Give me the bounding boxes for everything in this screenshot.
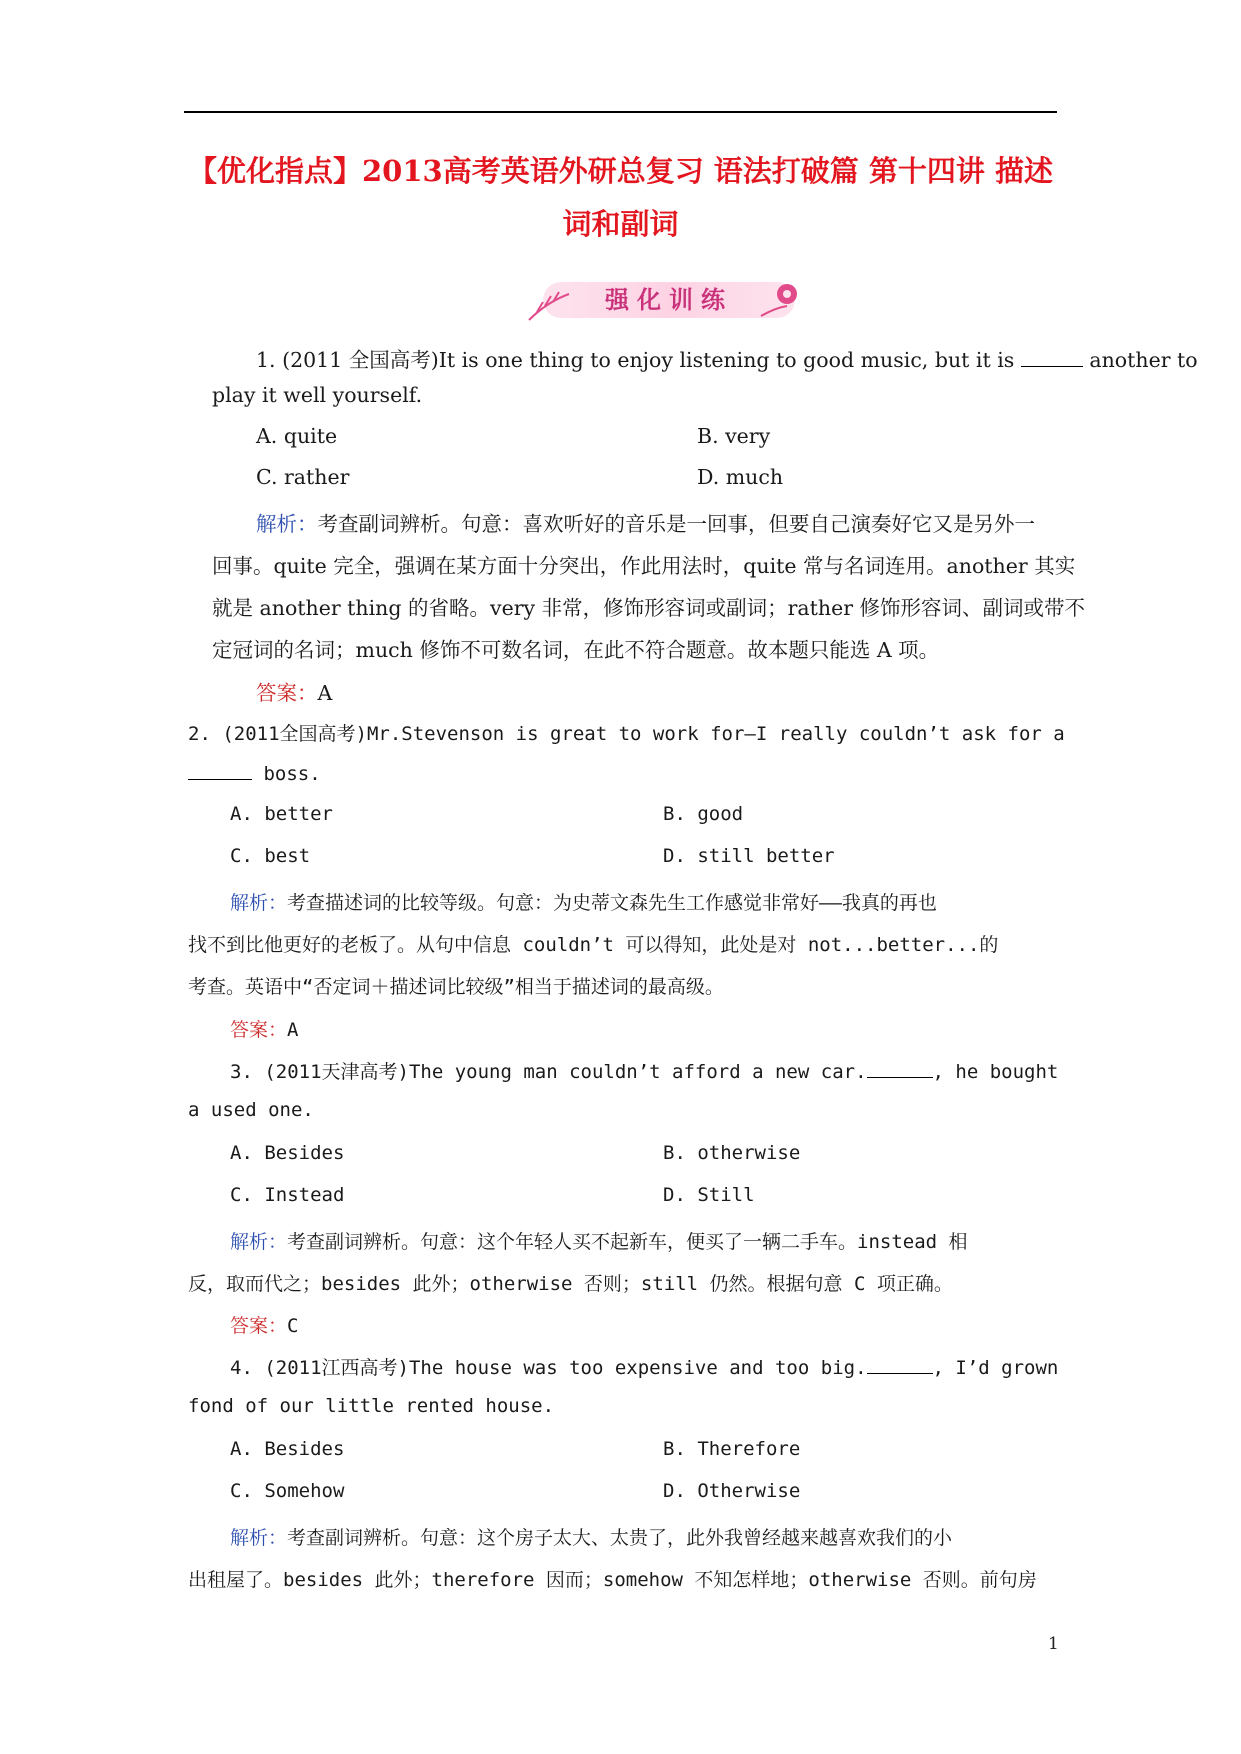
q2-analysis-label: 解析： [230,892,288,914]
q1-analysis-4: 定冠词的名词；much 修饰不可数名词，在此不符合题意。故本题只能选 A 项。 [212,638,940,662]
q3-stem-text: 3. (2011天津高考)The young man couldn’t afford a new car. [230,1061,867,1083]
q4-option-d: D. Otherwise [663,1480,801,1502]
q4-option-c: C. Somehow [230,1480,345,1502]
q1-analysis-3: 就是 another thing 的省略。very 非常，修饰形容词或副词；rather 修饰形容词、副词或带不 [212,596,1086,620]
q1-option-c: C. rather [256,465,350,489]
q3-option-a: A. Besides [230,1142,345,1164]
q3-analysis-text1: 考查副词辨析。句意：这个年轻人买不起新车，便买了一辆二手车。instead 相 [287,1231,968,1253]
q2-answer-value: A [287,1019,299,1041]
q2-answer [230,1015,298,1042]
q3-stem [230,1057,1058,1084]
q3-option-d: D. Still [663,1184,755,1206]
q2-option-b: B. good [663,803,744,825]
q2-analysis-3: 考查。英语中“否定词＋描述词比较级”相当于描述词的最高级。 [188,976,724,998]
q3-analysis-2: 反，取而代之；besides 此外；otherwise 否则；still 仍然。根据句意 C 项正确。 [188,1273,953,1295]
q4-stem-text: 4. (2011江西高考)The house was too expensive and too big. [230,1357,867,1379]
q1-answer [256,676,332,706]
q2-analysis-2: 找不到比他更好的老板了。从句中信息 couldn’t 可以得知，此处是对 not...better...的 [188,934,999,956]
q1-option-a: A. quite [256,424,338,448]
q2-stem-cont [188,761,321,785]
q4-analysis-1 [230,1523,952,1550]
q3-answer [230,1311,298,1338]
q2-blank [188,761,252,780]
q4-stem [230,1353,1058,1380]
q1-stem-cont: play it well yourself. [212,383,423,407]
q1-option-b: B. very [697,424,771,448]
banner-text: 强化训练 [605,286,733,314]
q1-stem [256,343,1198,373]
q4-analysis-label: 解析： [230,1527,288,1549]
q3-blank [867,1059,933,1078]
q1-answer-value: A [317,681,333,705]
q2-stem-end: boss. [263,763,321,785]
q3-stem-cont: a used one. [188,1099,314,1121]
q4-option-a: A. Besides [230,1438,345,1460]
q4-option-b: B. Therefore [663,1438,801,1460]
page-number: 1 [1048,1634,1059,1654]
q2-option-c: C. best [230,845,311,867]
q1-analysis-2: 回事。quite 完全，强调在某方面十分突出，作此用法时，quite 常与名词连用。another 其实 [212,554,1076,578]
top-rule [184,111,1057,113]
q4-blank [867,1355,933,1374]
q2-analysis-text1: 考查描述词的比较等级。句意：为史蒂文森先生工作感觉非常好——我真的再也 [287,892,937,914]
q4-analysis-text1: 考查副词辨析。句意：这个房子太大、太贵了，此外我曾经越来越喜欢我们的小 [287,1527,953,1549]
q1-stem-text: 1. (2011 全国高考)It is one thing to enjoy listening to good music, but it is [256,348,1015,372]
q2-analysis-1 [230,888,937,915]
q2-option-d: D. still better [663,845,835,867]
q1-stem-end: another to [1089,348,1198,372]
q4-analysis-2: 出租屋了。besides 此外；therefore 因而；somehow 不知怎样地；otherwise 否则。前句房 [188,1569,1037,1591]
doc-title-line1: 【优化指点】2013高考英语外研总复习 语法打破篇 第十四讲 描述 [187,154,1053,188]
q3-option-b: B. otherwise [663,1142,801,1164]
q3-option-c: C. Instead [230,1184,345,1206]
q1-answer-label: 答案： [256,681,318,705]
q1-analysis-text1: 考查副词辨析。句意：喜欢听好的音乐是一回事，但要自己演奏好它又是另外一 [317,512,1035,536]
q2-option-a: A. better [230,803,333,825]
q3-analysis-label: 解析： [230,1231,288,1253]
q2-answer-label: 答案： [230,1019,288,1041]
q4-stem-end: , I’d grown [932,1357,1059,1379]
q1-analysis-label: 解析： [256,512,318,536]
q1-option-d: D. much [697,465,784,489]
q3-analysis-1 [230,1227,968,1254]
doc-title-line2: 词和副词 [562,207,679,241]
q3-stem-end: , he bought [932,1061,1059,1083]
section-banner [525,272,813,330]
q3-answer-value: C [287,1315,299,1337]
q1-blank [1021,348,1083,367]
q2-stem: 2. (2011全国高考)Mr.Stevenson is great to work for—I really couldn’t ask for a [188,723,1065,745]
q4-stem-cont: fond of our little rented house. [188,1395,555,1417]
q1-analysis-1 [256,507,1035,537]
q3-answer-label: 答案： [230,1315,288,1337]
